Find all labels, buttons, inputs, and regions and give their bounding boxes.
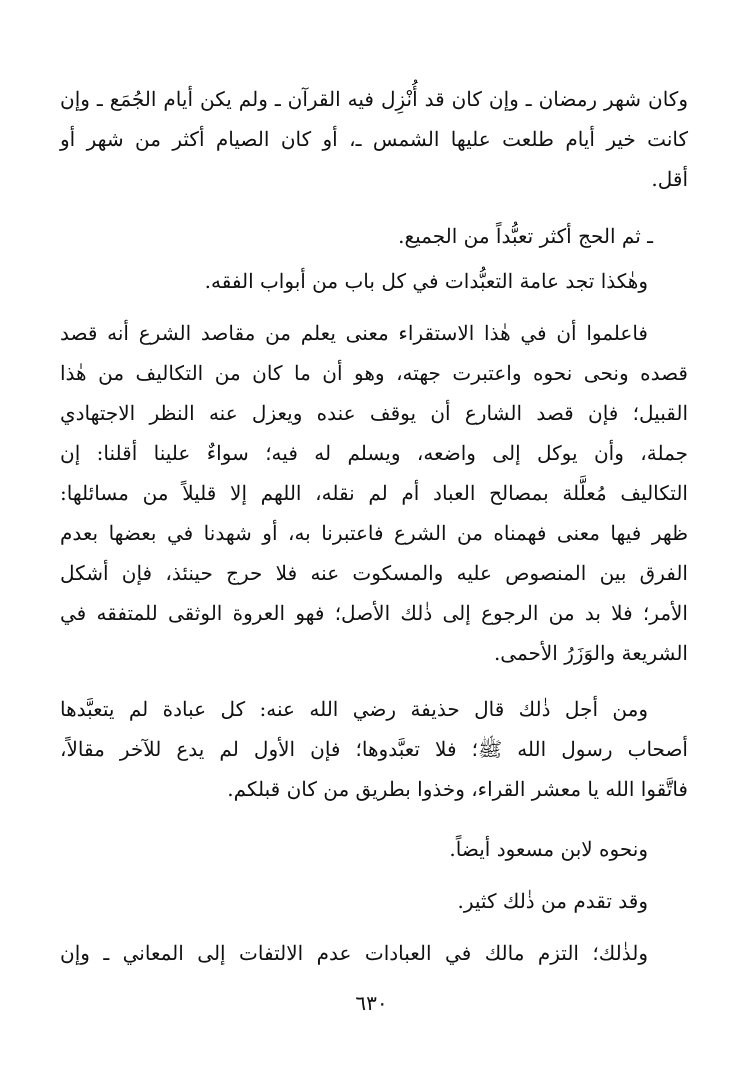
text-line: أقل. <box>651 167 688 191</box>
text-line: جملة، وأن يوكل إلى واضعه، ويسلم له فيه؛ سواءٌ علينا أقلنا: إن <box>60 441 688 465</box>
text-line: ـ ثم الحج أكثر تعبُّداً من الجميع. <box>398 224 653 248</box>
text-line: وقد تقدم من ذٰلك كثير. <box>457 889 648 913</box>
text-line: فاعلموا أن في هٰذا الاستقراء معنى يعلم من مقاصد الشرع أنه قصد <box>60 321 648 345</box>
text-line: ظهر فيها معنى فهمناه من الشرع فاعتبرنا به، أو شهدنا في بعضها بعدم <box>60 521 688 545</box>
text-line: وهٰكذا تجد عامة التعبُّدات في كل باب من أبواب الفقه. <box>204 269 648 293</box>
text-line: أصحاب رسول الله ﷺ؛ فلا تعبَّدوها؛ فإن الأول لم يدع للآخر مقالاً، <box>60 737 688 761</box>
text-line: الأمر؛ فلا بد من الرجوع إلى ذٰلك الأصل؛ فهو العروة الوثقى للمتفقه في <box>60 601 688 625</box>
page-number: ٦٣٠ <box>355 991 388 1015</box>
text-line: كانت خير أيام طلعت عليها الشمس ـ، أو كان الصيام أكثر من شهر أو <box>60 127 688 151</box>
text-line: التكاليف مُعلَّلة بمصالح العباد أم لم نقله، اللهم إلا قليلاً من مسائلها: <box>60 481 688 505</box>
text-line: الشريعة والوَزَرُ الأحمى. <box>493 641 688 665</box>
text-line: فاتَّقوا الله يا معشر القراء، وخذوا بطريق من كان قبلكم. <box>227 777 688 801</box>
text-line: القبيل؛ فإن قصد الشارع أن يوقف عنده ويعزل عنه النظر الاجتهادي <box>60 401 688 425</box>
text-line: الفرق بين المنصوص عليه والمسكوت عنه فلا حرج حينئذ، فإن أشكل <box>60 561 688 585</box>
text-line: ونحوه لابن مسعود أيضاً. <box>449 837 648 861</box>
text-line: وكان شهر رمضان ـ وإن كان قد أُنْزِل فيه القرآن ـ ولم يكن أيام الجُمَع ـ وإن <box>60 87 688 111</box>
text-line: ومن أجل ذٰلك قال حذيفة رضي الله عنه: كل عبادة لم يتعبَّدها <box>60 697 648 721</box>
text-line: ولذٰلك؛ التزم مالك في العبادات عدم الالتفات إلى المعاني ـ وإن <box>60 941 648 965</box>
text-line: قصده ونحى نحوه واعتبرت جهته، وهو أن ما كان من التكاليف من هٰذا <box>60 361 688 385</box>
